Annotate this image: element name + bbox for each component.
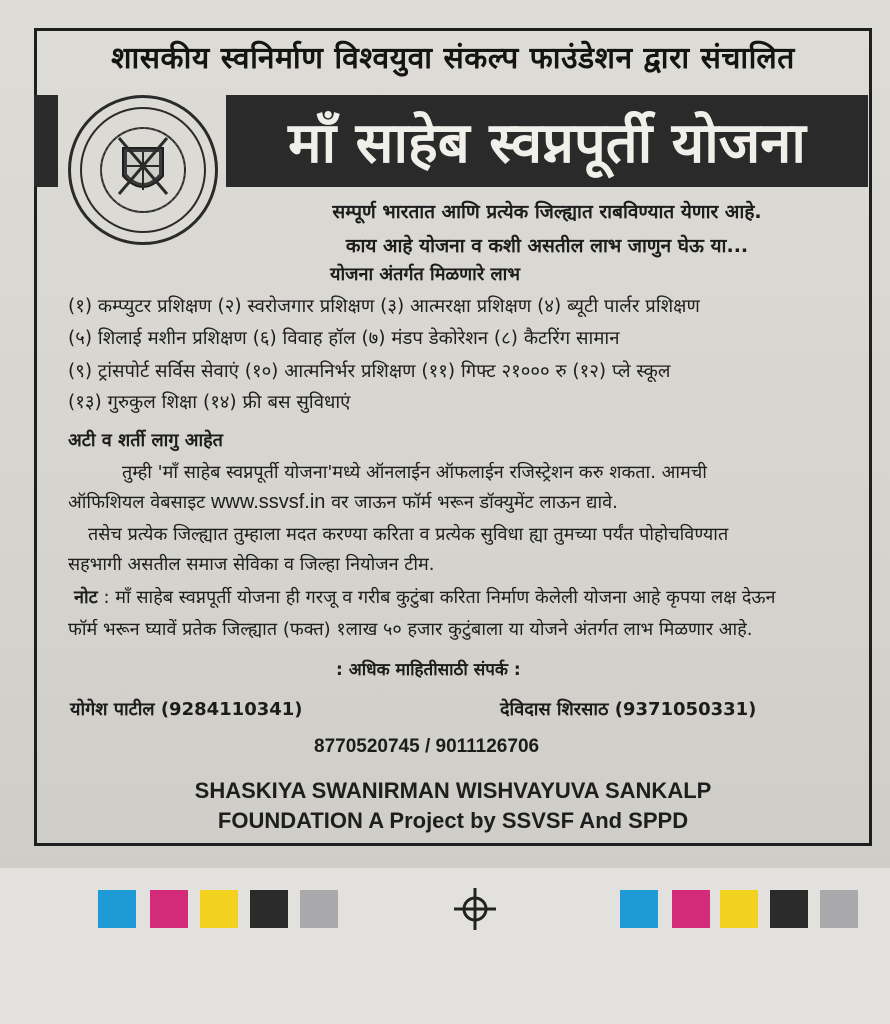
color-swatch-black	[770, 890, 808, 928]
contact-heading: : अधिक माहितीसाठी संपर्क :	[336, 660, 521, 680]
foundation-seal-logo	[68, 95, 218, 245]
support-text: तसेच प्रत्येक जिल्ह्यात तुम्हाला मदत करण्या करिता व प्रत्येक सुविधा ह्या तुमच्या पर्यंत पोहोचविण्यात	[88, 524, 729, 545]
website-suffix: वर जाऊन फॉर्म भरून डॉक्युमेंट लाऊन द्यावे.	[325, 492, 618, 513]
support-text-2: सहभागी असतील समाज सेविका व जिल्हा नियोजन टीम.	[68, 554, 435, 575]
benefits-line: (९) ट्रांसपोर्ट सर्विस सेवाएं (१०) आत्मनिर्भर प्रशिक्षण (११) गिफ्ट २१००० रु (१२) प्ले स्कूल	[68, 361, 671, 382]
website-prefix: ऑफिशियल वेबसाइट	[68, 492, 211, 513]
benefits-heading: योजना अंतर्गत मिळणारे लाभ	[330, 264, 520, 285]
color-swatch-gray	[300, 890, 338, 928]
note-label: नोट	[74, 587, 98, 608]
contact-person-1: योगेश पाटील (9284110341)	[70, 699, 303, 720]
color-swatch-magenta	[150, 890, 188, 928]
color-swatch-cyan	[620, 890, 658, 928]
scheme-title-banner	[226, 95, 868, 187]
terms-heading: अटी व शर्ती लागु आहेत	[68, 430, 223, 451]
color-swatch-gray	[820, 890, 858, 928]
registration-text: तुम्ही 'माँ साहेब स्वप्नपूर्ती योजना'मध्ये ऑनलाईन ऑफलाईन रजिस्ट्रेशन करु शकता. आमची	[122, 462, 707, 483]
color-swatch-cyan	[98, 890, 136, 928]
note-text-2: फॉर्म भरून घ्यावें प्रतेक जिल्ह्यात (फक्त) १लाख ५० हजार कुटुंबाला या योजने अंतर्गत लाभ मिळणार आहे.	[68, 619, 753, 640]
foundation-name-english: SHASKIYA SWANIRMAN WISHVAYUVA SANKALP	[194, 778, 712, 803]
registration-mark-icon	[452, 886, 498, 932]
organization-line: शासकीय स्वनिर्माण विश्‍वयुवा संकल्प फाउंडेशन द्वारा संचालित	[111, 41, 795, 76]
color-swatch-yellow	[200, 890, 238, 928]
contact-phones: 8770520745 / 9011126706	[314, 736, 540, 757]
note-text	[74, 585, 776, 609]
benefits-line: (१) कम्प्युटर प्रशिक्षण (२) स्वरोजगार प्रशिक्षण (३) आत्मरक्षा प्रशिक्षण (४) ब्यूटी पार्लर प्रशिक्षण	[68, 296, 700, 317]
contact-person-2: देविदास शिरसाठ (9371050331)	[500, 699, 757, 720]
note-body: : माँ साहेब स्वप्नपूर्ती योजना ही गरजू व गरीब कुटुंबा करिता निर्माण केलेली योजना आहे कृपया लक्ष देऊन	[97, 587, 776, 608]
banner-edge	[34, 95, 58, 187]
benefits-line: (५) शिलाई मशीन प्रशिक्षण (६) विवाह हॉल (७) मंडप डेकोरेशन (८) कैटरिंग सामान	[68, 328, 620, 349]
project-credit-english: FOUNDATION A Project by SSVSF And SPPD	[217, 808, 689, 833]
website-text	[68, 490, 618, 514]
scheme-title: माँ साहेब स्वप्नपूर्ती योजना	[288, 111, 806, 176]
color-swatch-yellow	[720, 890, 758, 928]
color-swatch-magenta	[672, 890, 710, 928]
benefits-line: (१३) गुरुकुल शिक्षा (१४) फ्री बस सुविधाएं	[68, 392, 351, 413]
intro-line-2: काय आहे योजना व कशी असतील लाभ जाणुन घेऊ या...	[345, 235, 749, 257]
color-swatch-black	[250, 890, 288, 928]
website-url[interactable]: www.ssvsf.in	[210, 491, 326, 513]
intro-line-1: सम्पूर्ण भारतात आणि प्रत्येक जिल्ह्यात राबविण्यात येणार आहे.	[332, 201, 762, 223]
